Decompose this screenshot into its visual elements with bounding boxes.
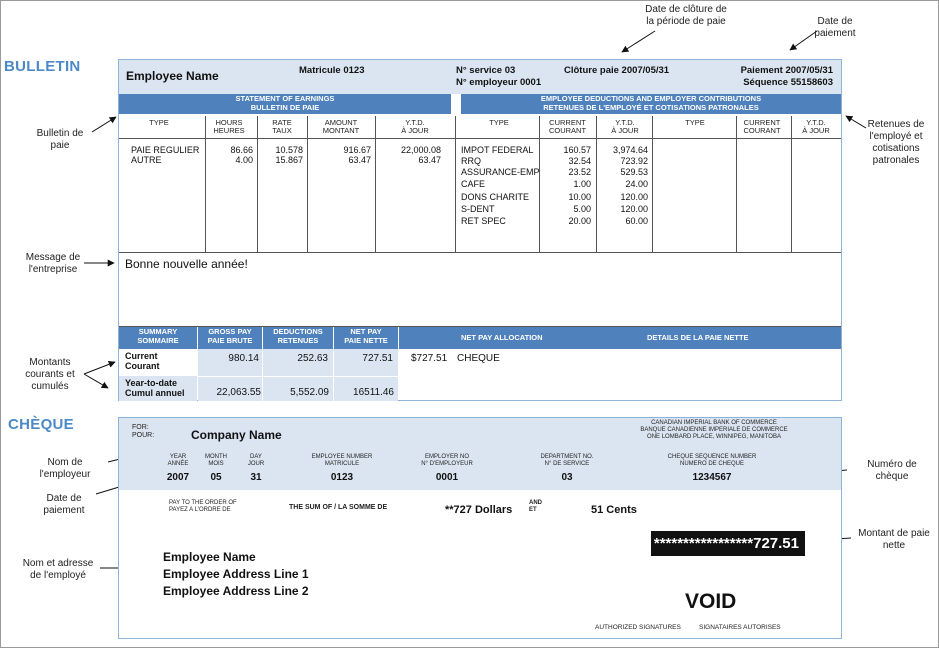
section-title-cheque: CHÈQUE <box>8 416 74 433</box>
ded-row-ytd: 723.92 <box>620 156 648 166</box>
col-ded-type2: TYPE <box>685 118 705 127</box>
earn-row-hours: 86.66 <box>230 145 253 155</box>
department-label: DEPARTMENT NO. N° DE SERVICE <box>540 454 594 467</box>
summary-col-allocation <box>399 327 841 349</box>
summary-ytd-gross: 22,063.55 <box>216 387 261 398</box>
pay-stub <box>118 59 842 401</box>
deductions-bar-line2: RETENUES DE L'EMPLOYÉ ET COTISATIONS PATRONALES <box>543 102 759 112</box>
summary-col-deductions: DEDUCTIONS RETENUES <box>263 327 333 349</box>
employee-number-label: EMPLOYEE NUMBER MATRICULE <box>311 454 373 467</box>
header-divider <box>119 138 841 139</box>
cheque-employer-number: 0001 <box>435 472 459 483</box>
cheque <box>118 417 842 639</box>
for-label: FOR: POUR: <box>132 424 155 439</box>
earn-row-rate: 10.578 <box>275 145 303 155</box>
cheque-day: 31 <box>250 472 262 483</box>
employer-number: N° employeur 0001 <box>456 77 542 88</box>
sequence-number: Séquence 55158603 <box>743 77 833 88</box>
payee-address-block <box>163 549 309 600</box>
ded-row-current: 10.00 <box>568 192 591 202</box>
ded-row-type: DONS CHARITE <box>461 192 530 202</box>
net-pay-allocation-label: NET PAY ALLOCATION <box>461 333 543 342</box>
summary-sep <box>198 376 398 377</box>
payee-address-line2: Employee Address Line 2 <box>163 584 309 598</box>
col-ded-current: CURRENT COURANT <box>548 118 587 135</box>
pay-stub-header <box>119 60 841 94</box>
col-ded-ytd: Y.T.D. À JOUR <box>611 118 639 135</box>
earn-row-ytd: 22,000.08 <box>400 145 441 155</box>
pay-to-label: PAY TO THE ORDER OF PAYEZ A L'ORDRE DE <box>169 500 237 513</box>
message-divider <box>119 252 841 253</box>
ded-row-type: RET SPEC <box>461 216 506 226</box>
col-earn-amount: AMOUNT MONTANT <box>322 118 360 135</box>
signature-label-en: AUTHORIZED SIGNATURES <box>595 624 681 631</box>
deductions-bar-line1: EMPLOYEE DEDUCTIONS AND EMPLOYER CONTRIBUTIONS <box>540 94 762 103</box>
earnings-bar <box>119 94 451 114</box>
ded-row-type: CAFE <box>461 179 486 189</box>
service-number: N° service 03 <box>456 65 516 76</box>
ded-row-type: ASSURANCE-EMP <box>461 167 540 177</box>
ded-row-current: 23.52 <box>568 167 591 177</box>
annotation-net-pay-amount: Montant de paie nette <box>858 528 930 551</box>
grid-line <box>791 116 792 252</box>
earn-row-hours: 4.00 <box>235 155 253 165</box>
annotation-company-message: Message de l'entreprise <box>25 252 81 275</box>
bank-info: CANADIAN IMPERIAL BANK OF COMMERCE BANQUE CANADIENNE IMPERIALE DE COMMERCE ONE LOMBARD PLACE, WINNIPEG, MANITOBA <box>640 420 788 440</box>
earn-row-amount: 63.47 <box>348 155 371 165</box>
sequence-label: CHEQUE SEQUENCE NUMBER NUMERO DE CHEQUE <box>667 454 757 467</box>
ded-row-ytd: 120.00 <box>620 192 648 202</box>
payee-name: Employee Name <box>163 550 256 564</box>
net-pay-details-label: DETAILS DE LA PAIE NETTE <box>647 333 749 342</box>
annotation-pay-stub: Bulletin de paie <box>36 128 84 151</box>
col-ded-type: TYPE <box>489 118 509 127</box>
payee-address-line1: Employee Address Line 1 <box>163 567 309 581</box>
col-ded-ytd2: Y.T.D. À JOUR <box>802 118 830 135</box>
summary-col-gross: GROSS PAY PAIE BRUTE <box>198 327 262 349</box>
ded-row-type: S-DENT <box>461 204 495 214</box>
col-ded-current2: CURRENT COURANT <box>743 118 781 135</box>
annotation-employee-address: Nom et adresse de l'employé <box>22 558 94 581</box>
annotation-pay-date: Date de paiement <box>814 16 856 39</box>
col-earn-hours: HOURS HEURES <box>213 118 245 135</box>
earn-row-ytd: 63.47 <box>418 155 441 165</box>
grid-line <box>205 116 206 252</box>
ded-row-ytd: 120.00 <box>620 204 648 214</box>
closing-date: Clôture paie 2007/05/31 <box>564 65 670 76</box>
cheque-month: 05 <box>210 472 222 483</box>
company-message: Bonne nouvelle année! <box>125 257 248 271</box>
ded-row-ytd: 3,974.64 <box>612 145 648 155</box>
cheque-employee-number: 0123 <box>330 472 354 483</box>
ded-row-type: IMPOT FEDERAL <box>461 145 534 155</box>
day-label: DAY JOUR <box>247 454 265 467</box>
summary-current-label: Current Courant <box>125 351 160 371</box>
cheque-year: 2007 <box>166 472 190 483</box>
allocation-amount: $727.51 <box>411 353 448 364</box>
ded-row-ytd: 24.00 <box>625 179 648 189</box>
earn-row-type: PAIE REGULIER <box>131 145 200 155</box>
summary-sep <box>262 349 263 401</box>
allocation-method: CHEQUE <box>457 353 500 364</box>
annotation-employer-name: Nom de l'employeur <box>39 457 91 480</box>
col-earn-type: TYPE <box>149 118 169 127</box>
grid-line <box>257 116 258 252</box>
earn-row-amount: 916.67 <box>343 145 371 155</box>
amount-cents: 51 Cents <box>591 504 637 516</box>
summary-sep <box>333 349 334 401</box>
signature-label-fr: SIGNATAIRES AUTORISES <box>699 624 781 631</box>
grid-line <box>375 116 376 252</box>
ded-row-current: 1.00 <box>573 179 591 189</box>
annotation-deductions: Retenues de l'employé et cotisations patronales <box>867 119 925 166</box>
sum-label: THE SUM OF / LA SOMME DE <box>289 504 388 511</box>
section-title-bulletin: BULLETIN <box>4 58 81 75</box>
void-mark: VOID <box>685 590 737 613</box>
grid-line <box>539 116 540 252</box>
matricule: Matricule 0123 <box>299 65 365 76</box>
and-label: AND ET <box>529 500 542 513</box>
summary-ytd-label: Year-to-date Cumul annuel <box>125 378 185 398</box>
grid-line <box>736 116 737 252</box>
summary-col-summary: SUMMARY SOMMAIRE <box>119 327 197 349</box>
cheque-amount-box: *****************727.51 <box>651 531 805 556</box>
ded-row-ytd: 60.00 <box>625 216 648 226</box>
earnings-bar-line1: STATEMENT OF EARNINGS <box>235 94 335 103</box>
col-earn-ytd: Y.T.D. À JOUR <box>401 118 429 135</box>
annotation-cheque-date: Date de paiement <box>43 493 85 516</box>
summary-ytd-net: 16511.46 <box>353 387 394 398</box>
ded-row-current: 160.57 <box>563 145 591 155</box>
employee-name: Employee Name <box>126 69 219 83</box>
earn-row-type: AUTRE <box>131 155 162 165</box>
deductions-bar <box>461 94 841 114</box>
ded-row-current: 32.54 <box>568 156 591 166</box>
earnings-bar-line2: BULLETIN DE PAIE <box>250 102 320 112</box>
amount-dollars: **727 Dollars <box>445 504 513 516</box>
year-label: YEAR ANNÉE <box>167 454 189 467</box>
grid-line <box>307 116 308 252</box>
cheque-sequence: 1234567 <box>692 472 732 483</box>
company-name: Company Name <box>191 428 282 442</box>
summary-current-gross: 980.14 <box>228 353 259 364</box>
grid-line <box>652 116 653 252</box>
ded-row-type: RRQ <box>461 156 481 166</box>
annotation-amounts: Montants courants et cumulés <box>25 357 75 392</box>
employer-number-label: EMPLOYER NO N° D'EMPLOYEUR <box>421 454 473 467</box>
summary-current-net: 727.51 <box>362 353 393 364</box>
annotation-cheque-number: Numéro de chèque <box>867 459 917 482</box>
cheque-department: 03 <box>561 472 573 483</box>
payment-date: Paiement 2007/05/31 <box>740 65 833 76</box>
ded-row-ytd: 529.53 <box>620 167 648 177</box>
ded-row-current: 5.00 <box>573 204 591 214</box>
col-earn-rate: RATE TAUX <box>272 118 292 135</box>
summary-ytd-deductions: 5,552.09 <box>290 387 329 398</box>
summary-current-deductions: 252.63 <box>297 353 328 364</box>
earn-row-rate: 15.867 <box>275 155 303 165</box>
grid-line <box>455 116 456 252</box>
summary-col-net: NET PAY PAIE NETTE <box>334 327 398 349</box>
month-label: MONTH MOIS <box>205 454 227 467</box>
annotation-closing-date: Date de clôture de la période de paie <box>645 4 727 27</box>
ded-row-current: 20.00 <box>568 216 591 226</box>
